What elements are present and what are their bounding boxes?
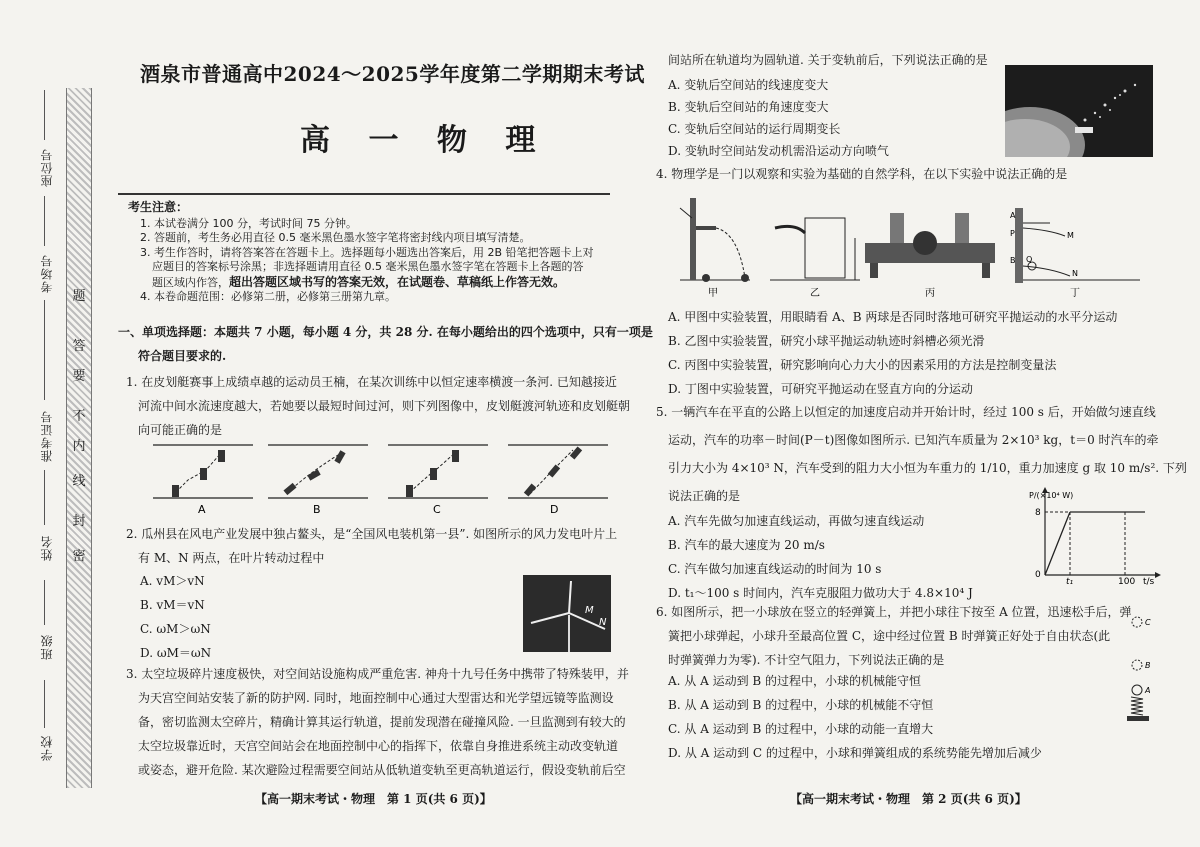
footer-page-2: 【高一期末考试・物理 第 2 页(共 6 页)】 <box>790 792 1027 806</box>
q1-figure-d <box>508 445 608 515</box>
q1-label-c: C <box>433 503 441 515</box>
school-line <box>44 680 45 728</box>
q4-option-b: B. 乙图中实验装置，研究小球平抛运动轨迹时斜槽必须光滑 <box>668 334 985 348</box>
q1-label-d: D <box>550 503 559 515</box>
q4-label-jia: 甲 <box>708 288 718 299</box>
q4-figure-jia <box>680 198 750 299</box>
q5-line: 5. 一辆汽车在平直的公路上以恒定的加速度启动并开始计时，经过 100 s 后，开始做匀速直线 <box>656 405 1156 419</box>
q1-figure-c <box>388 445 488 515</box>
q3-cont: 间站所在轨道均为圆轨道. 关于变轨前后，下列说法正确的是 <box>668 53 988 67</box>
q5-option-b: B. 汽车的最大速度为 20 m/s <box>668 538 825 552</box>
q6-line: 簧把小球弹起，小球升至最高位置 C，途中经过位置 B 时弹簧正好处于自由状态(此 <box>668 629 1111 643</box>
notice-item-line <box>128 275 608 291</box>
notice-emphasis: 超出答题区域书写的答案无效，在试题卷、草稿纸上作答无效。 <box>229 274 566 289</box>
q3-option-d: D. 变轨时空间站发动机需沿运动方向喷气 <box>668 144 889 158</box>
graph-100: 100 <box>1118 577 1136 585</box>
q1-figure-a <box>153 445 253 515</box>
ticket-label: 准考证号 <box>40 410 54 462</box>
q4-label-bing: 丙 <box>925 288 935 299</box>
room-line <box>44 196 45 246</box>
binding-word: 线 <box>72 474 86 489</box>
q6-line: 6. 如图所示，把一小球放在竖立的轻弹簧上，并把小球往下按至 A 位置，迅速松手后，弹 <box>656 605 1132 619</box>
graph-ylabel: P/(×10⁴ W) <box>1029 491 1074 500</box>
q5-line: 说法正确的是 <box>668 489 741 503</box>
q3-line: 3. 太空垃圾碎片速度极快，对空间站设施构成严重危害. 神舟十九号任务中携带了特殊装甲，并 <box>126 667 629 681</box>
footer-page-1: 【高一期末考试・物理 第 1 页(共 6 页)】 <box>255 792 492 806</box>
q6-option-a: A. 从 A 运动到 B 的过程中，小球的机械能守恒 <box>668 674 922 688</box>
q2-option-b: B. vM＝vN <box>140 598 205 612</box>
q4-figure-bing <box>865 213 995 299</box>
q4-option-d: D. 丁图中实验装置，可研究平抛运动在竖直方向的分运动 <box>668 382 973 396</box>
notice-item: 1. 本试卷满分 100 分，考试时间 75 分钟。 <box>140 216 357 230</box>
exam-title: 酒泉市普通高中2024～2025学年度第二学期期末考试 <box>140 62 645 86</box>
q2-line: 2. 瓜州县在风电产业发展中独占鳌头，是“全国风电装机第一县”. 如图所示的风力发电叶片上 <box>126 527 618 541</box>
q4-ding-q: Q <box>1026 255 1033 264</box>
q5-option-d: D. t₁～100 s 时间内，汽车克服阻力做功大于 4.8×10⁴ J <box>668 586 973 600</box>
q6-option-d: D. 从 A 运动到 C 的过程中，小球和弹簧组成的系统势能先增加后减少 <box>668 746 1042 760</box>
q1-line: 1. 在皮划艇赛事上成绩卓越的运动员王楠，在某次训练中以恒定速率横渡一条河. 已知越接近 <box>126 375 617 389</box>
ticket-line <box>44 300 45 400</box>
q2-option-a: A. vM＞vN <box>140 574 205 588</box>
notice-item: 3. 考生作答时，请将答案答在答题卡上。选择题每小题选出答案后，用 2B 铅笔把答题卡上对 <box>140 245 594 259</box>
q3-line: 备，密切监测太空碎片，精确计算其运行轨道，提前发现潜在碰撞风险. 一旦监测到有较大的 <box>138 715 626 729</box>
q4-figure-ding <box>1010 208 1140 299</box>
name-label: 姓名 <box>40 535 54 561</box>
space-station-photo <box>1005 65 1153 157</box>
seat-line <box>44 90 45 140</box>
q2-line: 有 M、N 两点，在叶片转动过程中 <box>138 551 325 565</box>
q1-line: 河流中间水流速度越大，若她要以最短时间过河，则下列图像中，皮划艇渡河轨迹和皮划艇朝 <box>138 399 631 413</box>
wind-turbine-photo <box>523 575 611 652</box>
binding-word: 题 <box>72 289 86 304</box>
section-heading-line2: 符合题目要求的. <box>138 349 227 363</box>
q4-ding-n: N <box>1072 269 1078 278</box>
q4-figure-yi <box>770 218 860 299</box>
class-line <box>44 580 45 625</box>
q5-line: 运动，汽车的功率－时间(P－t)图像如图所示. 已知汽车质量为 2×10³ kg，t＝0 时汽车的牵 <box>668 433 1159 447</box>
q3-line: 太空垃圾靠近时，天宫空间站会在地面控制中心的指挥下，依靠自身推进系统主动改变轨道 <box>138 739 619 753</box>
graph-xlabel: t/s <box>1143 577 1155 585</box>
q5-option-a: A. 汽车先做匀加速直线运动，再做匀速直线运动 <box>668 514 925 528</box>
q1-label-b: B <box>313 503 321 515</box>
q4-label-ding: 丁 <box>1070 288 1080 299</box>
subject-title: 高 一 物 理 <box>300 123 550 158</box>
q3-option-a: A. 变轨后空间站的线速度变大 <box>668 78 829 92</box>
q3-line: 或姿态，避开危险. 某次避险过程需要空间站从低轨道变轨至更高轨道运行，假设变轨前后空 <box>138 763 626 777</box>
q4-ding-a: A <box>1010 211 1016 220</box>
q4-label-yi: 乙 <box>810 288 820 299</box>
q5-option-c: C. 汽车做匀加速直线运动的时间为 10 s <box>668 562 882 576</box>
notice-item: 4. 本卷命题范围：必修第二册，必修第三册第九章。 <box>140 290 396 303</box>
q4-ding-b: B <box>1010 256 1016 265</box>
q6-line: 时弹簧弹力为零). 不计空气阻力，下列说法正确的是 <box>668 653 945 667</box>
q2-option-c: C. ωM＞ωN <box>140 622 211 636</box>
q5-line: 引力大小为 4×10³ N，汽车受到的阻力大小恒为车重力的 1/10，重力加速度 g 取 10 m/s². 下列 <box>668 461 1187 475</box>
binding-word: 封 <box>72 514 86 529</box>
q5-pt-graph <box>1015 485 1165 585</box>
q6-pos-c: C <box>1145 618 1151 627</box>
q4-option-a: A. 甲图中实验装置，用眼睛看 A、B 两球是否同时落地可研究平抛运动的水平分运动 <box>668 310 1118 324</box>
graph-y8: 8 <box>1035 508 1041 518</box>
q6-pos-b: B <box>1145 661 1151 670</box>
q6-option-c: C. 从 A 运动到 B 的过程中，小球的动能一直增大 <box>668 722 934 736</box>
q4-option-c: C. 丙图中实验装置，研究影响向心力大小的因素采用的方法是控制变量法 <box>668 358 1057 372</box>
notice-heading: 考生注意： <box>128 200 189 214</box>
notice-item: 题区域内作答， <box>152 275 229 289</box>
q4-line: 4. 物理学是一门以观察和实验为基础的自然学科，在以下实验中说法正确的是 <box>656 167 1068 181</box>
q6-pos-a: A <box>1145 686 1151 695</box>
q2-option-d: D. ωM＝ωN <box>140 646 212 660</box>
q1-label-a: A <box>198 503 206 515</box>
binding-word: 要 <box>72 369 86 384</box>
notice-item: 应题目的答案标号涂黑；非选择题请用直径 0.5 毫米黑色墨水签字笔在答题卡上各题的答 <box>152 260 584 273</box>
q4-figures <box>670 188 1150 303</box>
q1-figure-b <box>268 445 368 515</box>
binding-word: 不 <box>72 409 86 424</box>
q4-ding-p: P <box>1010 229 1015 238</box>
binding-word: 答 <box>72 339 86 354</box>
graph-t1: t₁ <box>1066 577 1074 585</box>
notice-box <box>128 200 608 305</box>
graph-origin: 0 <box>1035 570 1041 580</box>
seat-label: 座位号 <box>40 148 54 187</box>
name-line <box>44 470 45 525</box>
q2-point-n: N <box>599 617 607 628</box>
binding-word: 内 <box>72 439 86 454</box>
notice-item: 2. 答题前，考生务必用直径 0.5 毫米黑色墨水签字笔将密封线内项目填写清楚。 <box>140 231 531 244</box>
section-heading-line1: 一、单项选择题：本题共 7 小题，每小题 4 分，共 28 分. 在每小题给出的四个选项中，只有一项是 <box>118 325 653 339</box>
class-label: 班级 <box>40 634 54 660</box>
school-label: 学校 <box>40 735 54 761</box>
q3-option-b: B. 变轨后空间站的角速度变大 <box>668 100 829 114</box>
q6-option-b: B. 从 A 运动到 B 的过程中，小球的机械能不守恒 <box>668 698 934 712</box>
room-label: 考场号 <box>40 254 54 293</box>
q1-line: 向可能正确的是 <box>138 423 223 437</box>
q3-line: 为天宫空间站安装了新的防护网. 同时，地面控制中心通过大型雷达和光学望远镜等监测设 <box>138 691 614 705</box>
q2-point-m: M <box>585 605 594 616</box>
binding-word: 密 <box>72 549 86 564</box>
q3-option-c: C. 变轨后空间站的运行周期变长 <box>668 122 841 136</box>
header-rule <box>118 193 610 195</box>
q1-figures <box>148 440 608 515</box>
q4-ding-m: M <box>1067 231 1074 240</box>
q6-spring-figure <box>1125 610 1165 730</box>
